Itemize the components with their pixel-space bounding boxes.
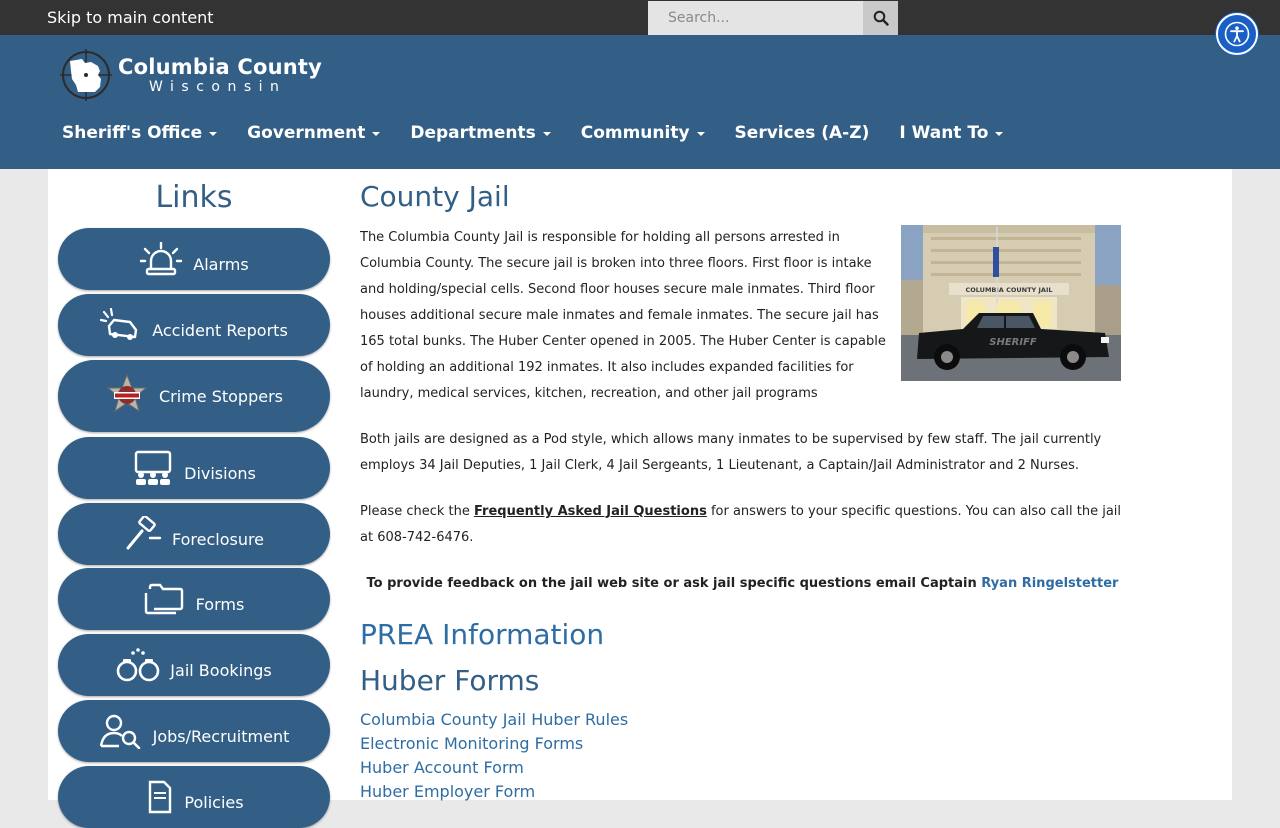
sidebar-link-jail-bookings[interactable] xyxy=(58,634,330,696)
sidebar-link-label: Policies xyxy=(184,792,244,812)
folder-icon xyxy=(144,583,186,615)
site-logo[interactable] xyxy=(60,49,322,101)
sidebar-link-forms[interactable] xyxy=(58,568,330,630)
nav-label: Services (A-Z) xyxy=(734,123,870,143)
electronic-monitoring-forms-link[interactable]: Electronic Monitoring Forms xyxy=(360,734,584,753)
handcuffs-icon xyxy=(116,647,160,683)
logo-subtitle: Wisconsin xyxy=(149,79,287,95)
gavel-icon xyxy=(124,516,162,552)
nav-label: I Want To xyxy=(899,123,989,143)
caret-down-icon xyxy=(697,132,705,136)
huber-forms-list xyxy=(360,708,628,804)
intro-paragraph: The Columbia County Jail is responsible for holding all persons arrested in Columbia County. The secure jail is broken into three floors. First floor is intake and holding/special cells. Second floor houses secure male inmates. Third floor houses additional secure male inmates and female inmates. The secure jail has 165 total bunks. The Huber Center opened in 2005. The Huber Center is capable of holding an additional 192 inmates. It also includes expanded facilities for laundry, medical services, kitchen, recreation, and other jail programs xyxy=(360,230,886,401)
crime-stoppers-badge-icon xyxy=(105,374,149,418)
skip-to-content-link[interactable]: Skip to main content xyxy=(47,8,214,27)
huber-employer-form-link[interactable]: Huber Employer Form xyxy=(360,782,536,801)
search-input[interactable] xyxy=(648,1,863,35)
sidebar-link-jobs-recruitment[interactable] xyxy=(58,700,330,762)
nav-community[interactable] xyxy=(581,123,705,143)
sidebar-link-policies[interactable] xyxy=(58,766,330,828)
nav-label: Sheriff's Office xyxy=(62,123,203,143)
nav-sheriffs-office[interactable] xyxy=(62,123,217,143)
sidebar-link-label: Divisions xyxy=(184,463,256,483)
accessibility-button[interactable] xyxy=(1216,13,1258,55)
sidebar-link-label: Accident Reports xyxy=(152,320,288,340)
sidebar-link-label: Jobs/Recruitment xyxy=(152,726,290,746)
huber-account-form-link[interactable]: Huber Account Form xyxy=(360,758,524,777)
utility-bar xyxy=(0,0,1280,35)
caret-down-icon xyxy=(372,132,380,136)
group-icon xyxy=(132,450,174,486)
sidebar-link-label: Foreclosure xyxy=(171,529,265,549)
jail-sign-text: COLUMBIA COUNTY JAIL xyxy=(965,286,1053,294)
prea-heading-link[interactable]: PREA Information xyxy=(360,618,605,651)
feedback-text: To provide feedback on the jail web site or ask jail specific questions email Captain xyxy=(366,576,982,591)
nav-departments[interactable] xyxy=(410,123,550,143)
sidebar-link-label: Jail Bookings xyxy=(170,660,272,680)
sidebar-link-label: Crime Stoppers xyxy=(159,386,283,406)
sidebar-link-crime-stoppers[interactable] xyxy=(58,360,330,432)
sidebar-link-alarms[interactable] xyxy=(58,228,330,290)
sidebar-link-label: Forms xyxy=(195,594,245,614)
main-nav xyxy=(62,123,1033,143)
logo-text xyxy=(118,55,322,95)
feedback-note xyxy=(360,571,1125,597)
huber-forms-heading: Huber Forms xyxy=(360,664,540,697)
jail-photo xyxy=(901,225,1121,381)
nav-label: Government xyxy=(247,123,366,143)
sidebar-link-label: Alarms xyxy=(193,254,249,274)
page-title: County Jail xyxy=(360,180,510,213)
sidebar-link-foreclosure[interactable] xyxy=(58,503,330,565)
user-search-icon xyxy=(99,713,143,749)
faq-text-after: for answers to your specific questions. You can also call the jail at 608-742-6476. xyxy=(360,504,1122,545)
truck-decal-text: SHERIFF xyxy=(989,337,1037,348)
nav-government[interactable] xyxy=(247,123,380,143)
document-icon xyxy=(144,779,174,815)
search-button[interactable] xyxy=(863,1,898,35)
faq-link[interactable]: Frequently Asked Jail Questions xyxy=(473,504,707,519)
sidebar-title: Links xyxy=(155,180,233,215)
staffing-paragraph: Both jails are designed as a Pod style, which allows many inmates to be supervised by few staff. The jail currently employs 34 Jail Deputies, 1 Jail Clerk, 4 Jail Sergeants, 1 Lieutenant, a Captain/Jail Administrator and 2 Nurses. xyxy=(360,432,1102,473)
main-content xyxy=(360,178,1125,801)
sidebar-link-accident-reports[interactable] xyxy=(58,294,330,356)
nav-label: Community xyxy=(580,123,690,143)
caret-down-icon xyxy=(209,132,217,136)
huber-rules-link[interactable]: Columbia County Jail Huber Rules xyxy=(360,710,629,729)
site-header xyxy=(0,35,1280,169)
nav-i-want-to[interactable] xyxy=(899,123,1003,143)
search-icon xyxy=(873,10,889,26)
sidebar-link-divisions[interactable] xyxy=(58,437,330,499)
nav-label: Departments xyxy=(410,123,536,143)
car-crash-icon xyxy=(100,308,142,342)
accessibility-icon xyxy=(1224,21,1250,47)
logo-title: Columbia County xyxy=(118,55,323,79)
alarm-light-icon xyxy=(139,242,183,276)
wisconsin-seal-icon xyxy=(60,49,112,101)
caret-down-icon xyxy=(995,132,1003,136)
faq-paragraph xyxy=(360,499,1125,551)
captain-email-link[interactable]: Ryan Ringelstetter xyxy=(981,576,1119,591)
caret-down-icon xyxy=(543,132,551,136)
nav-services[interactable] xyxy=(735,123,870,143)
faq-text-before: Please check the xyxy=(360,504,474,519)
